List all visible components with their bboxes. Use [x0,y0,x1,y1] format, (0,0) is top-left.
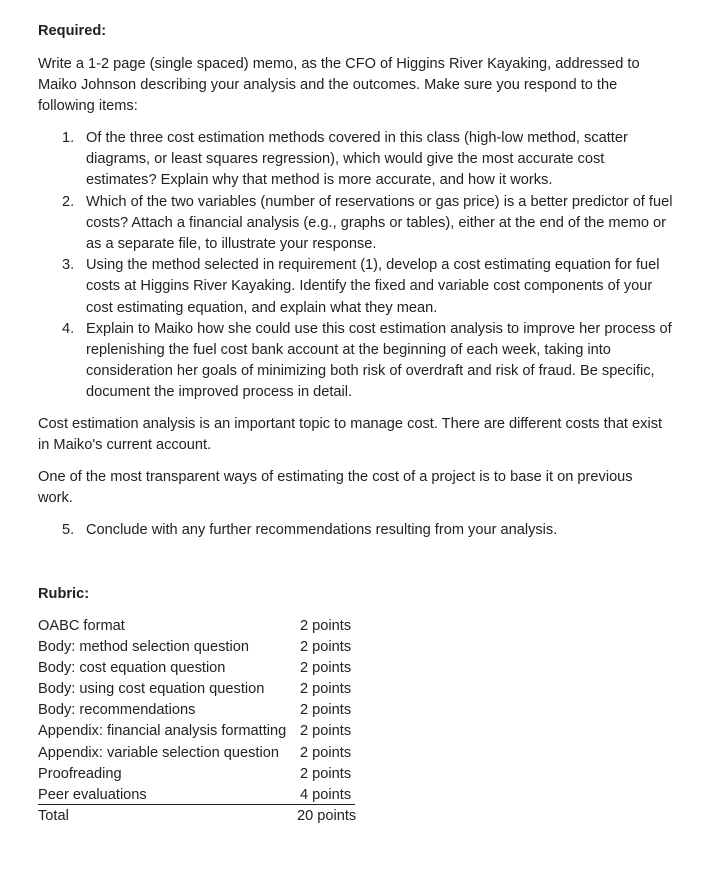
rubric-points: 2 points [300,744,352,761]
requirement-item [38,192,678,256]
rubric-row [38,658,368,679]
requirement-5-list [38,520,678,541]
requirement-number: 1. [62,130,75,146]
rubric-points: 2 points [300,618,352,634]
rubric-total-label: Total [38,807,69,824]
requirement-number: 2. [62,193,75,210]
required-heading: Required: [38,23,107,39]
rubric-label: Appendix: variable selection question [38,744,279,761]
rubric-points: 2 points [300,660,352,677]
rubric-row [38,637,368,658]
requirement-item [38,319,678,404]
cost-paragraph: Cost estimation analysis is an important topic to manage cost. There are different costs that exist in Maiko's current account. [38,416,663,453]
rubric-row [38,679,368,700]
rubric-label: Body: recommendations [38,702,196,719]
rubric-total-points: 20 points [297,807,357,824]
requirement-item [38,520,678,541]
rubric-points: 2 points [300,702,352,719]
rubric-label: Body: cost equation question [38,660,226,677]
rubric-row [38,616,368,637]
requirement-text: Of the three cost estimation methods covered in this class (high-low method, scatter diagrams, or least squares regression), which would give the most accurate cost estimates? Explain why that method is more accurate, and how it works. [86,130,628,189]
requirement-text: Explain to Maiko how she could use this cost estimation analysis to improve her process of replenishing the fuel cost bank account at the beginning of each week, taking into consideration her goals of minimizing both risk of overdraft and risk of fraud. Be specific, document the improved process in detail. [86,320,672,401]
rubric-label: Appendix: financial analysis formatting [38,723,287,740]
requirement-text: Conclude with any further recommendations resulting from your analysis. [86,522,558,538]
transparent-paragraph: One of the most transparent ways of estimating the cost of a project is to base it on previous work. [38,469,633,506]
requirement-text: Using the method selected in requirement (1), develop a cost estimating equation for fuel costs at Higgins River Kayaking. Identify the fixed and variable cost components of your cost estimating equation, and explain what they mean. [86,257,660,316]
rubric-points: 2 points [300,639,352,656]
rubric-label: Body: method selection question [38,639,249,656]
rubric-row-underlined [38,785,368,806]
intro-paragraph: Write a 1-2 page (single spaced) memo, as the CFO of Higgins River Kayaking, addressed to Maiko Johnson describing your analysis and the outcomes. Make sure you respond to the following items: [38,56,640,114]
rubric-label: Peer evaluations [38,786,147,803]
requirement-text: Which of the two variables (number of reservations or gas price) is a better predictor of fuel costs? Attach a financial analysis (e.g., graphs or tables), either at the end of the memo or as a separate file, to illustrate your response. [86,193,673,253]
rubric-label: Body: using cost equation question [38,681,265,698]
rubric-label: Proofreading [38,765,122,782]
requirement-item [38,128,678,192]
rubric-row [38,700,368,721]
requirement-number: 5. [62,522,75,538]
rubric-points: 2 points [300,681,352,698]
rubric-underline-divider [38,785,355,805]
rubric-points: 2 points [300,765,352,782]
requirement-number: 3. [62,257,75,274]
rubric-points: 2 points [300,723,352,740]
requirements-list [38,128,678,404]
rubric-points: 4 points [300,786,352,803]
requirement-number: 4. [62,320,75,337]
rubric-row [38,743,368,764]
requirement-item [38,255,678,319]
rubric-table [38,616,368,827]
rubric-label: OABC format [38,618,125,634]
rubric-total-row [38,806,368,827]
rubric-row [38,721,368,742]
rubric-heading: Rubric: [38,586,90,602]
rubric-row [38,764,368,785]
